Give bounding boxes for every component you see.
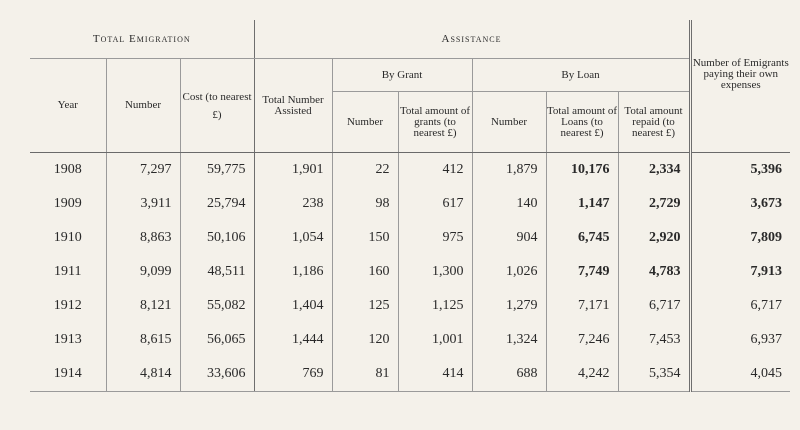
cell-own-expenses: 5,396 <box>690 153 790 188</box>
cell-loan-repaid: 4,783 <box>649 264 681 279</box>
cell-cost: 50,106 <box>180 221 254 255</box>
table-row <box>30 153 790 188</box>
cell-number: 7,297 <box>106 153 180 188</box>
cell-own-expenses: 7,913 <box>690 255 790 289</box>
cell-loan-total: 7,246 <box>546 323 618 357</box>
header-assistance: Assistance <box>254 20 690 59</box>
cell-grant-number: 150 <box>332 221 398 255</box>
cell-grant-total: 1,300 <box>398 255 472 289</box>
table-row <box>30 221 790 255</box>
cell-grant-total: 975 <box>398 221 472 255</box>
header-loan-number: Number <box>472 92 546 153</box>
header-total-emigration: Total Emigration <box>30 20 254 59</box>
cell-number: 8,615 <box>106 323 180 357</box>
cell-loan-repaid: 2,334 <box>649 162 681 177</box>
header-number: Number <box>106 59 180 153</box>
cell-year: 1910 <box>30 221 106 255</box>
table-row <box>30 255 790 289</box>
header-loan-total: Total amount of Loans (to nearest £) <box>546 92 618 153</box>
cell-loan-repaid: 5,354 <box>618 357 690 392</box>
table-row <box>30 323 790 357</box>
cell-grant-number: 160 <box>332 255 398 289</box>
cell-year: 1909 <box>30 187 106 221</box>
cell-loan-total: 1,147 <box>546 187 618 221</box>
cell-number: 4,814 <box>106 357 180 392</box>
cell-loan-total: 7,749 <box>546 255 618 289</box>
cell-cost: 48,511 <box>180 255 254 289</box>
header-own-expenses: Number of Emigrants paying their own expenses <box>690 20 790 153</box>
cell-loan-total: 4,242 <box>546 357 618 392</box>
cell-number: 8,121 <box>106 289 180 323</box>
cell-loan-repaid: 2,920 <box>649 230 681 245</box>
cell-assisted: 1,054 <box>254 221 332 255</box>
cell-grant-total: 617 <box>398 187 472 221</box>
cell-own-expenses: 3,673 <box>690 187 790 221</box>
emigration-table <box>30 20 790 392</box>
cell-grant-number: 81 <box>332 357 398 392</box>
cell-own-expenses: 6,937 <box>690 323 790 357</box>
table-header <box>30 20 790 153</box>
cell-loan-number: 1,279 <box>472 289 546 323</box>
cell-cost: 25,794 <box>180 187 254 221</box>
cell-own-expenses: 6,717 <box>690 289 790 323</box>
cell-year: 1911 <box>30 255 106 289</box>
header-grant-total: Total amount of grants (to nearest £) <box>398 92 472 153</box>
cell-loan-number: 688 <box>472 357 546 392</box>
cell-cost: 59,775 <box>180 153 254 188</box>
table-row <box>30 289 790 323</box>
cell-loan-total: 7,171 <box>546 289 618 323</box>
header-total-assisted: Total Number Assisted <box>254 59 332 153</box>
cell-loan-repaid: 6,717 <box>649 298 681 313</box>
cell-loan-repaid: 2,729 <box>649 196 681 211</box>
cell-loan-total: 6,745 <box>546 221 618 255</box>
cell-own-expenses: 7,809 <box>690 221 790 255</box>
cell-loan-number: 1,879 <box>472 153 546 188</box>
cell-grant-number: 98 <box>332 187 398 221</box>
cell-loan-number: 140 <box>472 187 546 221</box>
cell-assisted: 769 <box>254 357 332 392</box>
table-row <box>30 187 790 221</box>
header-year: Year <box>30 59 106 153</box>
header-grant-number: Number <box>332 92 398 153</box>
cell-number: 9,099 <box>106 255 180 289</box>
cell-year: 1914 <box>30 357 106 392</box>
cell-grant-number: 120 <box>332 323 398 357</box>
cell-grant-total: 412 <box>398 153 472 188</box>
cell-grant-number: 125 <box>332 289 398 323</box>
cell-year: 1912 <box>30 289 106 323</box>
cell-assisted: 238 <box>254 187 332 221</box>
cell-year: 1913 <box>30 323 106 357</box>
cell-assisted: 1,186 <box>254 255 332 289</box>
header-loan-repaid: Total amount repaid (to nearest £) <box>618 92 690 153</box>
cell-loan-number: 1,324 <box>472 323 546 357</box>
header-cost: Cost (to nearest £) <box>180 59 254 153</box>
cell-grant-total: 1,125 <box>398 289 472 323</box>
cell-loan-number: 904 <box>472 221 546 255</box>
header-by-grant: By Grant <box>332 59 472 92</box>
cell-grant-total: 1,001 <box>398 323 472 357</box>
table-row <box>30 357 790 392</box>
cell-year: 1908 <box>30 153 106 188</box>
cell-cost: 33,606 <box>180 357 254 392</box>
cell-grant-number: 22 <box>332 153 398 188</box>
cell-assisted: 1,901 <box>254 153 332 188</box>
cell-assisted: 1,444 <box>254 323 332 357</box>
cell-number: 8,863 <box>106 221 180 255</box>
cell-grant-total: 414 <box>398 357 472 392</box>
cell-cost: 56,065 <box>180 323 254 357</box>
cell-assisted: 1,404 <box>254 289 332 323</box>
cell-cost: 55,082 <box>180 289 254 323</box>
cell-number: 3,911 <box>106 187 180 221</box>
cell-own-expenses: 4,045 <box>690 357 790 392</box>
cell-loan-number: 1,026 <box>472 255 546 289</box>
cell-loan-repaid: 7,453 <box>649 332 681 347</box>
cell-loan-total: 10,176 <box>546 153 618 188</box>
header-by-loan: By Loan <box>472 59 690 92</box>
table-body <box>30 153 790 392</box>
